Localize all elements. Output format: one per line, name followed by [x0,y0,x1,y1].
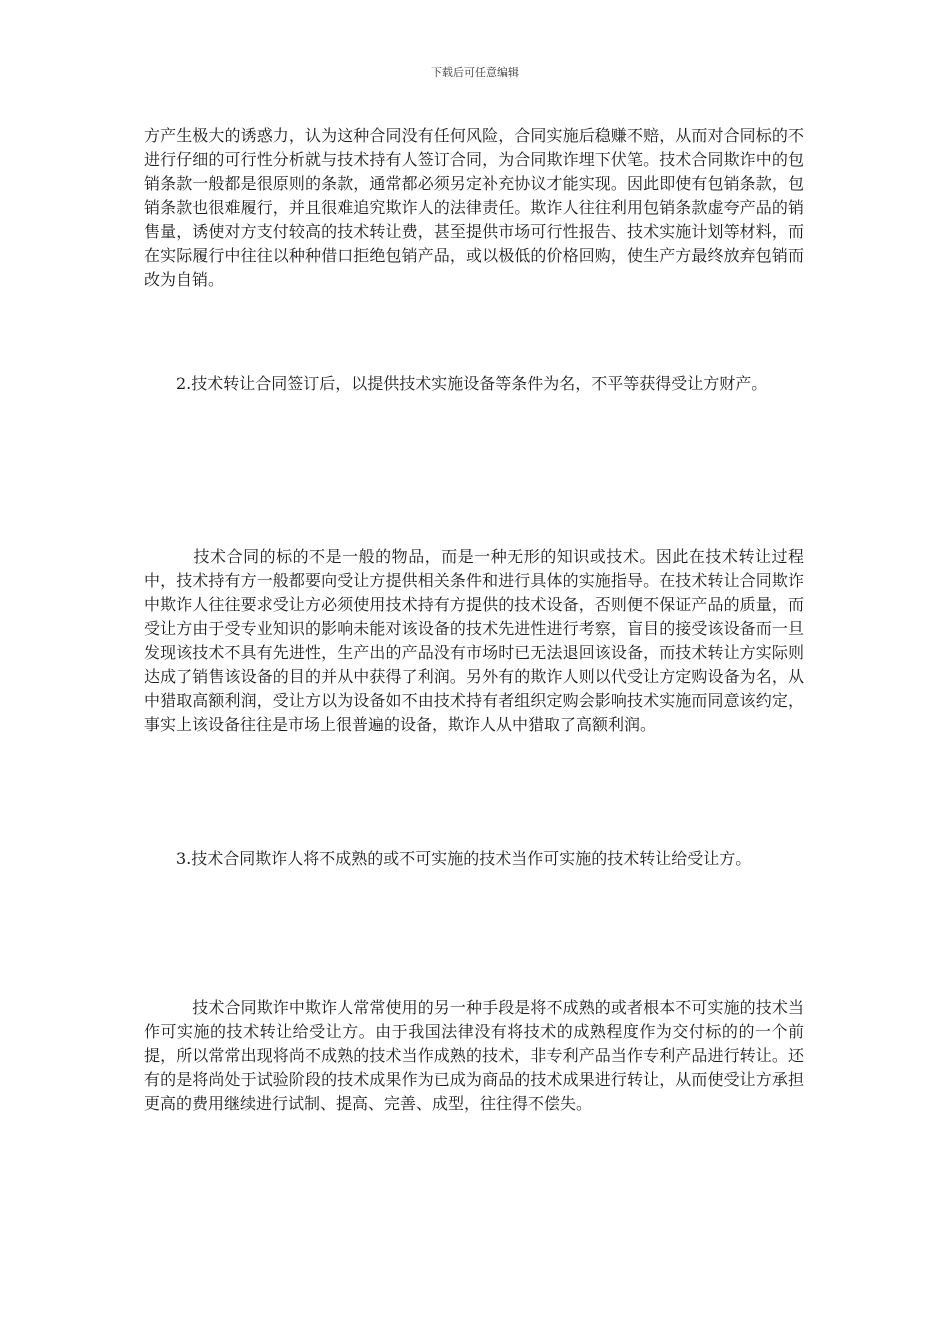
page-header-note: 下载后可任意编辑 [431,66,519,79]
body-paragraph: 技术合同的标的不是一般的物品，而是一种无形的知识或技术。因此在技术转让过程中，技术持有方一般都要向受让方提供相关条件和进行具体的实施指导。在技术转让合同欺诈中欺诈人往往要求受让方必须使用技术持有方提供的技术设备，否则便不保证产品的质量，而受让方由于受专业知识的影响未能对该设备的技术先进性进行考察，盲目的接受该设备而一旦发现该技术不具有先进性，生产出的产品没有市场时已无法退回该设备，而技术转让方实际则达成了销售该设备的目的并从中获得了利润。另外有的欺诈人则以代受让方定购设备为名，从中猎取高额利润，受让方以为设备如不由技术持有者组织定购会影响技术实施而同意该约定，事实上该设备往往是市场上很普遍的设备，欺诈人从中猎取了高额利润。 [144,547,804,734]
body-paragraph: 方产生极大的诱惑力，认为这种合同没有任何风险，合同实施后稳赚不赔，从而对合同标的不进行仔细的可行性分析就与技术持有人签订合同，为合同欺诈埋下伏笔。技术合同欺诈中的包销条款一般都是很原则的条款，通常都必须另定补充协议才能实现。因此即使有包销条款，包销条款也很难履行，并且很难追究欺诈人的法律责任。欺诈人往往利用包销条款虚夸产品的销售量，诱使对方支付较高的技术转让费，甚至提供市场可行性报告、技术实施计划等材料，而在实际履行中往往以种种借口拒绝包销产品，或以极低的价格回购，使生产方最终放弃包销而改为自销。 [144,126,804,289]
section-heading-3: 3.技术合同欺诈人将不成熟的或不可实施的技术当作可实施的技术转让给受让方。 [144,849,752,868]
section-heading-2: 2.技术转让合同签订后，以提供技术实施设备等条件为名，不平等获得受让方财产。 [144,374,768,393]
body-paragraph: 技术合同欺诈中欺诈人常常使用的另一种手段是将不成熟的或者根本不可实施的技术当作可实施的技术转让给受让方。由于我国法律没有将技术的成熟程度作为交付标的的一个前提，所以常常出现将尚不成熟的技术当作成熟的技术，非专利产品当作专利产品进行转让。还有的是将尚处于试验阶段的技术成果作为已成为商品的技术成果进行转让，从而使受让方承担更高的费用继续进行试制、提高、完善、成型，往往得不偿失。 [144,998,804,1113]
